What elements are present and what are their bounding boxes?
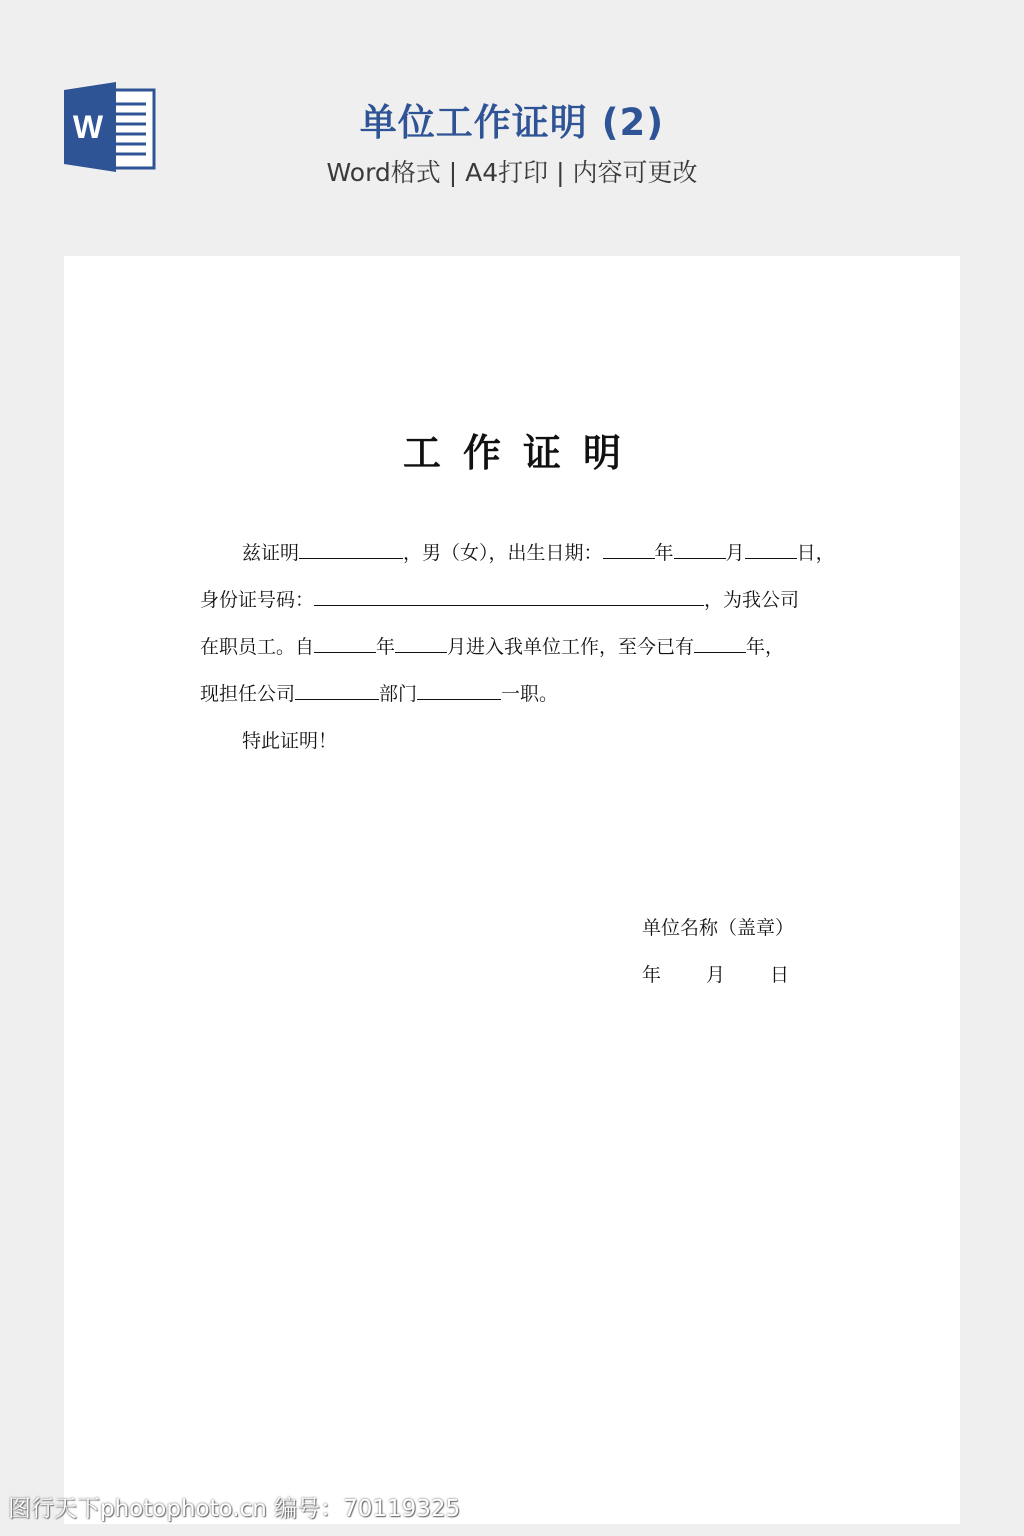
text-year: 年 — [376, 636, 396, 658]
start-month-blank[interactable] — [395, 632, 447, 653]
text-years: 年， — [746, 636, 785, 658]
name-blank[interactable] — [299, 538, 403, 559]
signature-date — [642, 960, 789, 990]
birth-month-blank[interactable] — [674, 538, 726, 559]
start-year-blank[interactable] — [314, 632, 376, 653]
id-number-blank[interactable] — [314, 585, 704, 606]
text-position: 现担任公司 — [200, 683, 296, 705]
text-our-company: ，为我公司 — [704, 589, 800, 611]
years-blank[interactable] — [694, 632, 746, 653]
text-year: 年 — [654, 542, 674, 564]
page-subtitle: Word格式 | A4打印 | 内容可更改 — [326, 158, 698, 187]
closing-line: 特此证明！ — [242, 730, 338, 752]
text-joined: 月进入我单位工作，至今已有 — [447, 636, 695, 658]
body-line-4 — [200, 679, 558, 709]
body-line-2 — [200, 585, 799, 615]
text-certify: 兹证明 — [242, 542, 300, 564]
signature-month: 月 — [706, 964, 726, 986]
page-header — [0, 0, 1024, 230]
text-employee-since: 在职员工。自 — [200, 636, 315, 658]
page-title: 单位工作证明 (2) — [359, 101, 665, 144]
text-gender-birth: ，男（女），出生日期： — [403, 542, 603, 564]
job-title-blank[interactable] — [417, 679, 501, 700]
body-line-3 — [200, 632, 784, 662]
department-blank[interactable] — [295, 679, 379, 700]
text-department: 部门 — [379, 683, 418, 705]
text-month: 月 — [725, 542, 745, 564]
watermark: 图行天下photophoto.cn 编号：70119325 — [8, 1496, 461, 1522]
text-day: 日， — [796, 542, 835, 564]
signature-day: 日 — [770, 964, 790, 986]
text-id-number: 身份证号码： — [200, 589, 315, 611]
word-letter: W — [72, 109, 104, 145]
birth-year-blank[interactable] — [603, 538, 655, 559]
signature-year: 年 — [642, 964, 662, 986]
body-line-1 — [242, 538, 835, 568]
text-role: 一职。 — [501, 683, 559, 705]
birth-day-blank[interactable] — [745, 538, 797, 559]
document-page — [64, 256, 960, 1524]
signature-org: 单位名称（盖章） — [642, 917, 795, 939]
document-title: 工作证明 — [402, 430, 643, 475]
